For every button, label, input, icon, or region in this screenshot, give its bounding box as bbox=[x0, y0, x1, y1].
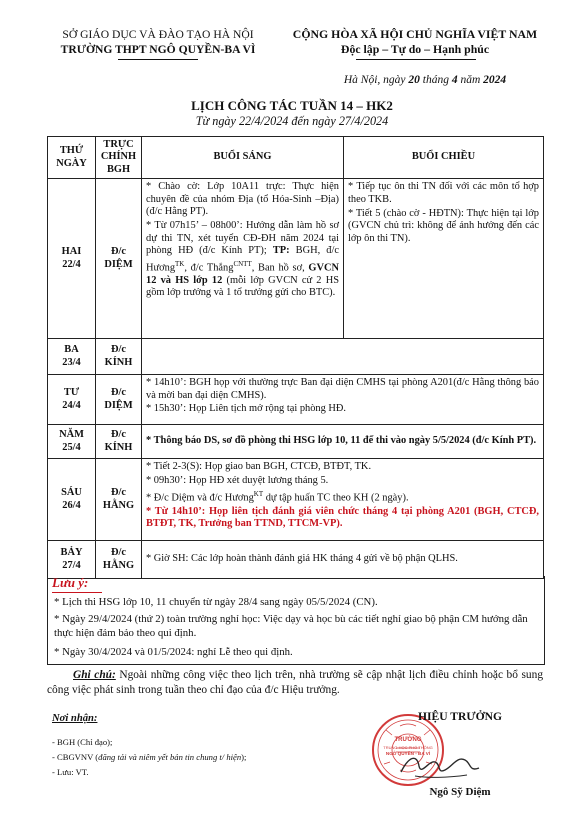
bgh-cell: Đ/c HẰNG bbox=[96, 459, 142, 541]
agency-underline bbox=[118, 59, 198, 60]
notes-label: Lưu ý: bbox=[52, 575, 89, 590]
stamp-text-middle: TRUNG HỌC PHỔ THÔNG bbox=[383, 745, 433, 750]
morning-cell: * Chào cờ: Lớp 10A11 trực: Thực hiện chuyên đề của nhóm Địa (tổ Hóa-Sinh –Địa) (đ/c Hằng PT). * Từ 07h15’ – 08h00’: Hướng dẫn làm hồ sơ dự thi TN, xét tuyển CĐ-ĐH năm 2024 tại phòng HĐ (đ/c Kính PT); TP: BGH, đ/c Hương$^{TK}$, đ/c Thắng$^{CNTT}$, Ban hồ sơ, GVCN 12 và HS lớp 12 (mỗi lớp GVCN cử 2 HS gồm lớp trưởng và 1 tổ trưởng gửi cho BTC). bbox=[142, 179, 344, 339]
notes-label-underline bbox=[52, 592, 102, 593]
day-cell: BẢY 27/4 bbox=[48, 541, 96, 579]
general-note-label: Ghi chú: bbox=[73, 669, 116, 681]
notes-box bbox=[47, 576, 545, 665]
day-cell: BA 23/4 bbox=[48, 339, 96, 375]
stamp-text-top: TRƯỜNG bbox=[394, 737, 422, 743]
table-row-saturday bbox=[48, 541, 544, 579]
schedule-cell: * 14h10’: BGH họp với thường trực Ban đại diện CMHS tại phòng A201(đ/c Hằng thông báo và mời ban đại diện CMHS). * 15h30’: Họp Liên tịch mở rộng tại phòng HĐ. bbox=[142, 375, 544, 425]
afternoon-cell: * Tiếp tục ôn thi TN đối với các môn tổ hợp theo TKB. * Tiết 5 (chào cờ - HĐTN): Thực hiện tại lớp (GVCN chủ trì: không để ảnh hưởng đến các lớp ôn thi TN). bbox=[344, 179, 544, 339]
col-header-morning: BUỔI SÁNG bbox=[142, 137, 344, 179]
table-row-friday bbox=[48, 459, 544, 541]
col-header-day: THỨ NGÀY bbox=[48, 137, 96, 179]
bgh-cell: Đ/c KÍNH bbox=[96, 425, 142, 459]
bgh-cell: Đ/c HẰNG bbox=[96, 541, 142, 579]
table-row-wednesday bbox=[48, 375, 544, 425]
table-header-row bbox=[48, 137, 544, 179]
school-name: TRƯỜNG THPT NGÔ QUYỀN-BA VÌ bbox=[60, 43, 256, 56]
motto-underline bbox=[356, 59, 476, 60]
recipient-item: - Lưu: VT. bbox=[52, 767, 89, 777]
handwritten-signature bbox=[395, 748, 485, 782]
principal-title: HIỆU TRƯỞNG bbox=[417, 710, 503, 723]
stamp-text-bottom: NGÔ QUYỀN - BA VÌ bbox=[385, 751, 431, 756]
note-item: * Lịch thi HSG lớp 10, 11 chuyển từ ngày 28/4 sang ngày 05/5/2024 (CN). bbox=[54, 596, 378, 608]
col-header-afternoon: BUỔI CHIỀU bbox=[344, 137, 544, 179]
table-row-monday bbox=[48, 179, 544, 339]
bgh-cell: Đ/c DIỆM bbox=[96, 179, 142, 339]
note-item: * Ngày 30/4/2024 và 01/5/2024: nghỉ Lễ theo qui định. bbox=[54, 646, 293, 658]
table-row-tuesday bbox=[48, 339, 544, 375]
schedule-cell: * Thông báo DS, sơ đồ phòng thi HSG lớp 10, 11 để thi vào ngày 5/5/2024 (đ/c Kính PT). bbox=[142, 425, 544, 459]
bgh-cell: Đ/c KÍNH bbox=[96, 339, 142, 375]
day-cell: HAI 22/4 bbox=[48, 179, 96, 339]
day-cell: NĂM 25/4 bbox=[48, 425, 96, 459]
nation-name: CỘNG HÒA XÃ HỘI CHỦ NGHĨA VIỆT NAM bbox=[292, 27, 538, 41]
highlighted-meeting: * Từ 14h10’: Họp liên tịch đánh giá viên chức tháng 4 tại phòng A201 (BGH, CTCĐ, BTĐT, TK, Trưởng ban TTND, TTCM-VP). bbox=[146, 505, 539, 530]
document-date: Hà Nội, ngày 20 tháng 4 năm 2024 bbox=[343, 74, 507, 86]
national-motto-block bbox=[282, 27, 548, 57]
day-cell: SÁU 26/4 bbox=[48, 459, 96, 541]
schedule-table bbox=[47, 136, 544, 579]
recipient-item: - CBGVNV (đăng tải và niêm yết bản tin chung t/ hiện); bbox=[52, 752, 247, 762]
note-item: * Ngày 29/4/2024 (thứ 2) toàn trường nghỉ học: Việc dạy và học bù các tiết nghỉ giao bộ phận CM hướng dẫn thực hiện đảm bảo theo qui định. bbox=[54, 613, 528, 639]
general-note-text: Ngoài những công việc theo lịch trên, nhà trường sẽ cập nhật lịch điều chỉnh hoặc bổ sung công việc phát sinh trong tuần theo chỉ đạo của đ/c Hiệu trưởng. bbox=[47, 669, 544, 696]
nation-motto: Độc lập – Tự do – Hạnh phúc bbox=[340, 42, 490, 56]
table-row-thursday bbox=[48, 425, 544, 459]
document-subtitle: Từ ngày 22/4/2024 đến ngày 27/4/2024 bbox=[195, 114, 389, 128]
schedule-cell: * Tiết 2-3(S): Họp giao ban BGH, CTCĐ, BTĐT, TK. * 09h30’: Họp HĐ xét duyệt lương tháng 5. * Đ/c Diệm và đ/c Hương$^{KT}$ dự tập huấn TC theo KH (2 ngày). * Từ 14h10’: Họp liên tịch đánh giá viên chức tháng 4 tại phòng A201 (BGH, CTCĐ, BTĐT, TK, Trưởng ban TTND, TTCM-VP). bbox=[142, 459, 544, 541]
issuing-agency-block bbox=[38, 27, 278, 57]
bgh-cell: Đ/c DIỆM bbox=[96, 375, 142, 425]
schedule-cell: * Giờ SH: Các lớp hoàn thành đánh giá HK tháng 4 gửi về bộ phận QLHS. bbox=[142, 541, 544, 579]
col-header-bgh: TRỰC CHÍNH BGH bbox=[96, 137, 142, 179]
schedule-cell bbox=[142, 339, 544, 375]
general-note bbox=[47, 668, 543, 698]
principal-name: Ngô Sỹ Diệm bbox=[429, 786, 491, 798]
recipient-item: - BGH (Chỉ đạo); bbox=[52, 737, 113, 747]
day-cell: TƯ 24/4 bbox=[48, 375, 96, 425]
agency-name: SỞ GIÁO DỤC VÀ ĐÀO TẠO HÀ NỘI bbox=[62, 28, 254, 41]
document-title: LỊCH CÔNG TÁC TUẦN 14 – HK2 bbox=[191, 98, 393, 113]
recipients-label: Nơi nhận: bbox=[52, 713, 98, 724]
